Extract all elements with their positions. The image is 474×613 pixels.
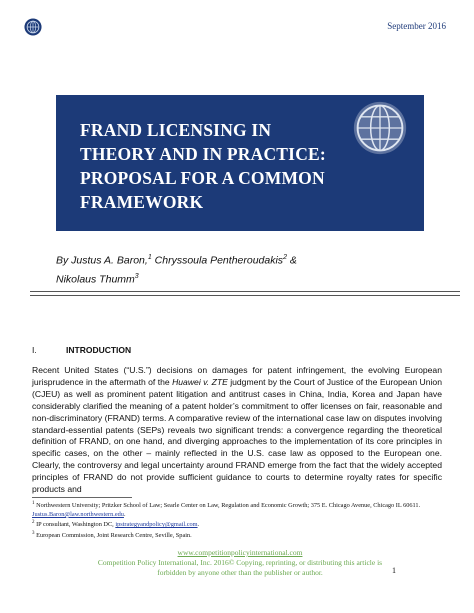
section-number: I. [32, 345, 37, 355]
authors [56, 250, 396, 287]
page-footer [60, 548, 420, 578]
footnote-2 [32, 519, 447, 530]
footnote-text: European Commission, Joint Research Centre, Seville, Spain. [34, 532, 192, 540]
email-link[interactable]: Justus.Baron@law.northwestern.edu [32, 510, 124, 518]
footnote-1 [32, 500, 447, 519]
body-text: judgment by the Court of Justice of the European Union (CJEU) as well as prominent patent litigation and antitrust cases in China, India, Korea and Japan have considerably clarified the meaning of a patent holder’s commitment to offer licenses on fair, reasonable and non-discriminatory (FRAND) terms. A comparative review of the international case law on disputes involving standard-essential patents (SEPs) reveals two significant trends: a convergence regarding the theoretical definition of FRAND, on one hand, and diverging approaches to the implementation of its core principles in specific cases, on the other – mainly reflected in the U.S. case law as opposed to the European one. Clearly, the controversy and legal uncertainty around FRAND emerge from the fact that the widely accepted principles of FRAND do not provide sufficient guidance to courts to determine royalty rates for specific products and [32, 376, 442, 495]
article-title [80, 118, 380, 214]
case-name: Huawei v. ZTE [172, 376, 228, 387]
copyright-line: forbidden by anyone other than the publisher or author. [157, 568, 323, 577]
divider [30, 291, 460, 292]
title-line: FRAND LICENSING IN [80, 120, 272, 140]
divider [30, 295, 460, 296]
section-title: INTRODUCTION [66, 345, 132, 355]
copyright-line: Competition Policy International, Inc. 2016© Copying, reprinting, or distributing this article is [97, 558, 383, 567]
author-3: Nikolaus Thumm [56, 273, 135, 285]
cpi-logo-icon [24, 18, 42, 36]
page-number: 1 [392, 566, 396, 575]
footnote-text: . [197, 521, 200, 529]
author-separator: & [286, 254, 297, 267]
website-link[interactable]: www.competitionpolicyinternational.com [177, 548, 303, 557]
body-paragraph [32, 365, 442, 496]
body-text: Recent United States (“U.S.”) decisions on damages for patent infringement, the evolving European jurisprudence in the aftermath of the [32, 365, 442, 387]
footnote-number: 2 [32, 520, 35, 526]
footnote-ref[interactable]: 2 [283, 254, 287, 261]
title-line: FRAMEWORK [80, 192, 204, 212]
footnote-3 [32, 530, 447, 541]
author-1: By Justus A. Baron, [56, 254, 148, 267]
footnote-ref[interactable]: 3 [134, 272, 139, 280]
footnote-divider [32, 497, 132, 498]
email-link[interactable]: ipstrategyandpolicy@gmail.com [115, 521, 198, 529]
footnote-text: Northwestern University; Pritzker School of Law; Searle Center on Law, Regulation and Economic Growth; 375 E. Chicago Avenue, Chicago IL 60611. [34, 502, 421, 510]
footnote-text: IP consultant, Washington DC, [34, 521, 116, 529]
footnote-ref[interactable]: 1 [147, 254, 152, 261]
issue-date: September 2016 [387, 21, 446, 31]
cpi-globe-icon [352, 100, 408, 156]
title-line: THEORY AND IN PRACTICE: [80, 144, 326, 164]
footnote-number: 1 [32, 501, 35, 506]
footnote-text: . [123, 510, 126, 518]
author-2: Chryssoula Pentheroudakis [151, 254, 284, 267]
title-line: PROPOSAL FOR A COMMON [80, 168, 325, 188]
footnotes [32, 500, 447, 541]
footnote-number: 3 [32, 530, 35, 536]
section-heading [32, 345, 131, 355]
